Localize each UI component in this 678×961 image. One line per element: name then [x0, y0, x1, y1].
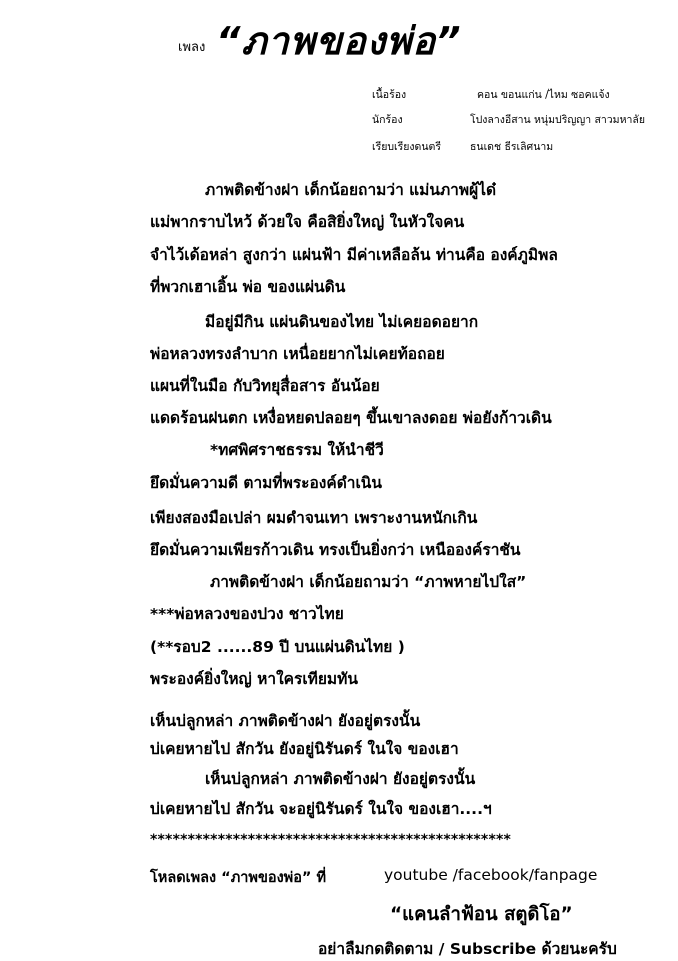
subscribe-note: อย่าลืมกดติดตาม / Subscribe ด้วยนะครับ — [318, 940, 617, 958]
lyric-line: แผนที่ในมือ กับวิทยุสื่อสาร อันน้อย — [150, 377, 380, 395]
credit-name-arranger: ธนเดช ธีรเลิศนาม — [470, 141, 554, 153]
credit-name-singer: โปงลางอีสาน หนุ่มปริญญา สาวมหาลัย — [470, 114, 645, 126]
download-prefix: โหลดเพลง “ภาพของพ่อ” ที่ — [150, 870, 327, 886]
credit-name-lyricist: คอน ขอนแก่น /ไหม ซอคแจ้ง — [477, 89, 610, 101]
lyric-line: แดดร้อนฝนตก เหงื่อหยดปลอยๆ ขึ้นเขาลงดอย พ่อยังก้าวเดิน — [150, 409, 552, 427]
lyric-line: เพียงสองมือเปล่า ผมดำจนเทา เพราะงานหนักเกิน — [150, 509, 478, 527]
lyric-line: บ่เคยหายไป สักวัน จะอยู่นิรันดร์ ในใจ ของเฮา....ฯ — [150, 800, 492, 818]
credit-role-lyricist: เนื้อร้อง — [372, 89, 407, 101]
lyric-line: พ่อหลวงทรงลำบาก เหนื่อยยากไม่เคยท้อถอย — [150, 345, 445, 363]
credit-role-arranger: เรียบเรียงดนตรี — [372, 141, 442, 153]
lyric-line: ยึดมั่นความเพียรก้าวเดิน ทรงเป็นยิ่งกว่า เหนือองค์ราชัน — [150, 541, 521, 559]
band-name: “แคนลำฟ้อน สตูดิโอ” — [390, 904, 573, 925]
song-title: “ภาพของพ่อ” — [216, 19, 462, 63]
credit-role-singer: นักร้อง — [372, 114, 403, 126]
lyric-line: ที่พวกเฮาเอิ้น พ่อ ของแผ่นดิน — [150, 278, 346, 296]
lyric-line: แม่พากราบไหว้ ด้วยใจ คือสิยิ่งใหญ่ ในหัวใจคน — [150, 213, 465, 231]
lyric-line: เห็นบ่ลูกหล่า ภาพติดข้างฝา ยังอยู่ตรงนั้น — [205, 770, 476, 788]
lyric-line: ยึดมั่นความดี ตามที่พระองค์ดำเนิน — [150, 474, 382, 492]
lyric-line: มีอยู่มีกิน แผ่นดินของไทย ไม่เคยอดอยาก — [205, 313, 479, 331]
lyric-line: *ทศพิศราชธรรม ให้นำชีวี — [210, 441, 384, 459]
lyric-line: ***พ่อหลวงของปวง ชาวไทย — [150, 605, 344, 623]
lyric-line: (**รอบ2 ......89 ปี บนแผ่นดินไทย ) — [150, 638, 405, 656]
divider-stars: ************************************************ — [150, 832, 512, 848]
lyric-line: ภาพติดข้างฝา เด็กน้อยถามว่า “ภาพหายไปใส” — [210, 573, 527, 591]
lyric-line: เห็นบ่ลูกหล่า ภาพติดข้างฝา ยังอยู่ตรงนั้น — [150, 712, 421, 730]
lyric-line: จำไว้เด้อหล่า สูงกว่า แผ่นฟ้า มีค่าเหลือล้น ท่านคือ องค์ภูมิพล — [150, 246, 558, 264]
lyric-line: บ่เคยหายไป สักวัน ยังอยู่นิรันดร์ ในใจ ของเฮา — [150, 740, 459, 758]
download-url: youtube /facebook/fanpage — [384, 866, 598, 884]
song-label: เพลง — [178, 40, 206, 55]
lyric-line: พระองค์ยิ่งใหญ่ หาใครเทียมทัน — [150, 670, 358, 688]
lyric-line: ภาพติดข้างฝา เด็กน้อยถามว่า แม่นภาพผู้ได๋ — [205, 181, 497, 199]
